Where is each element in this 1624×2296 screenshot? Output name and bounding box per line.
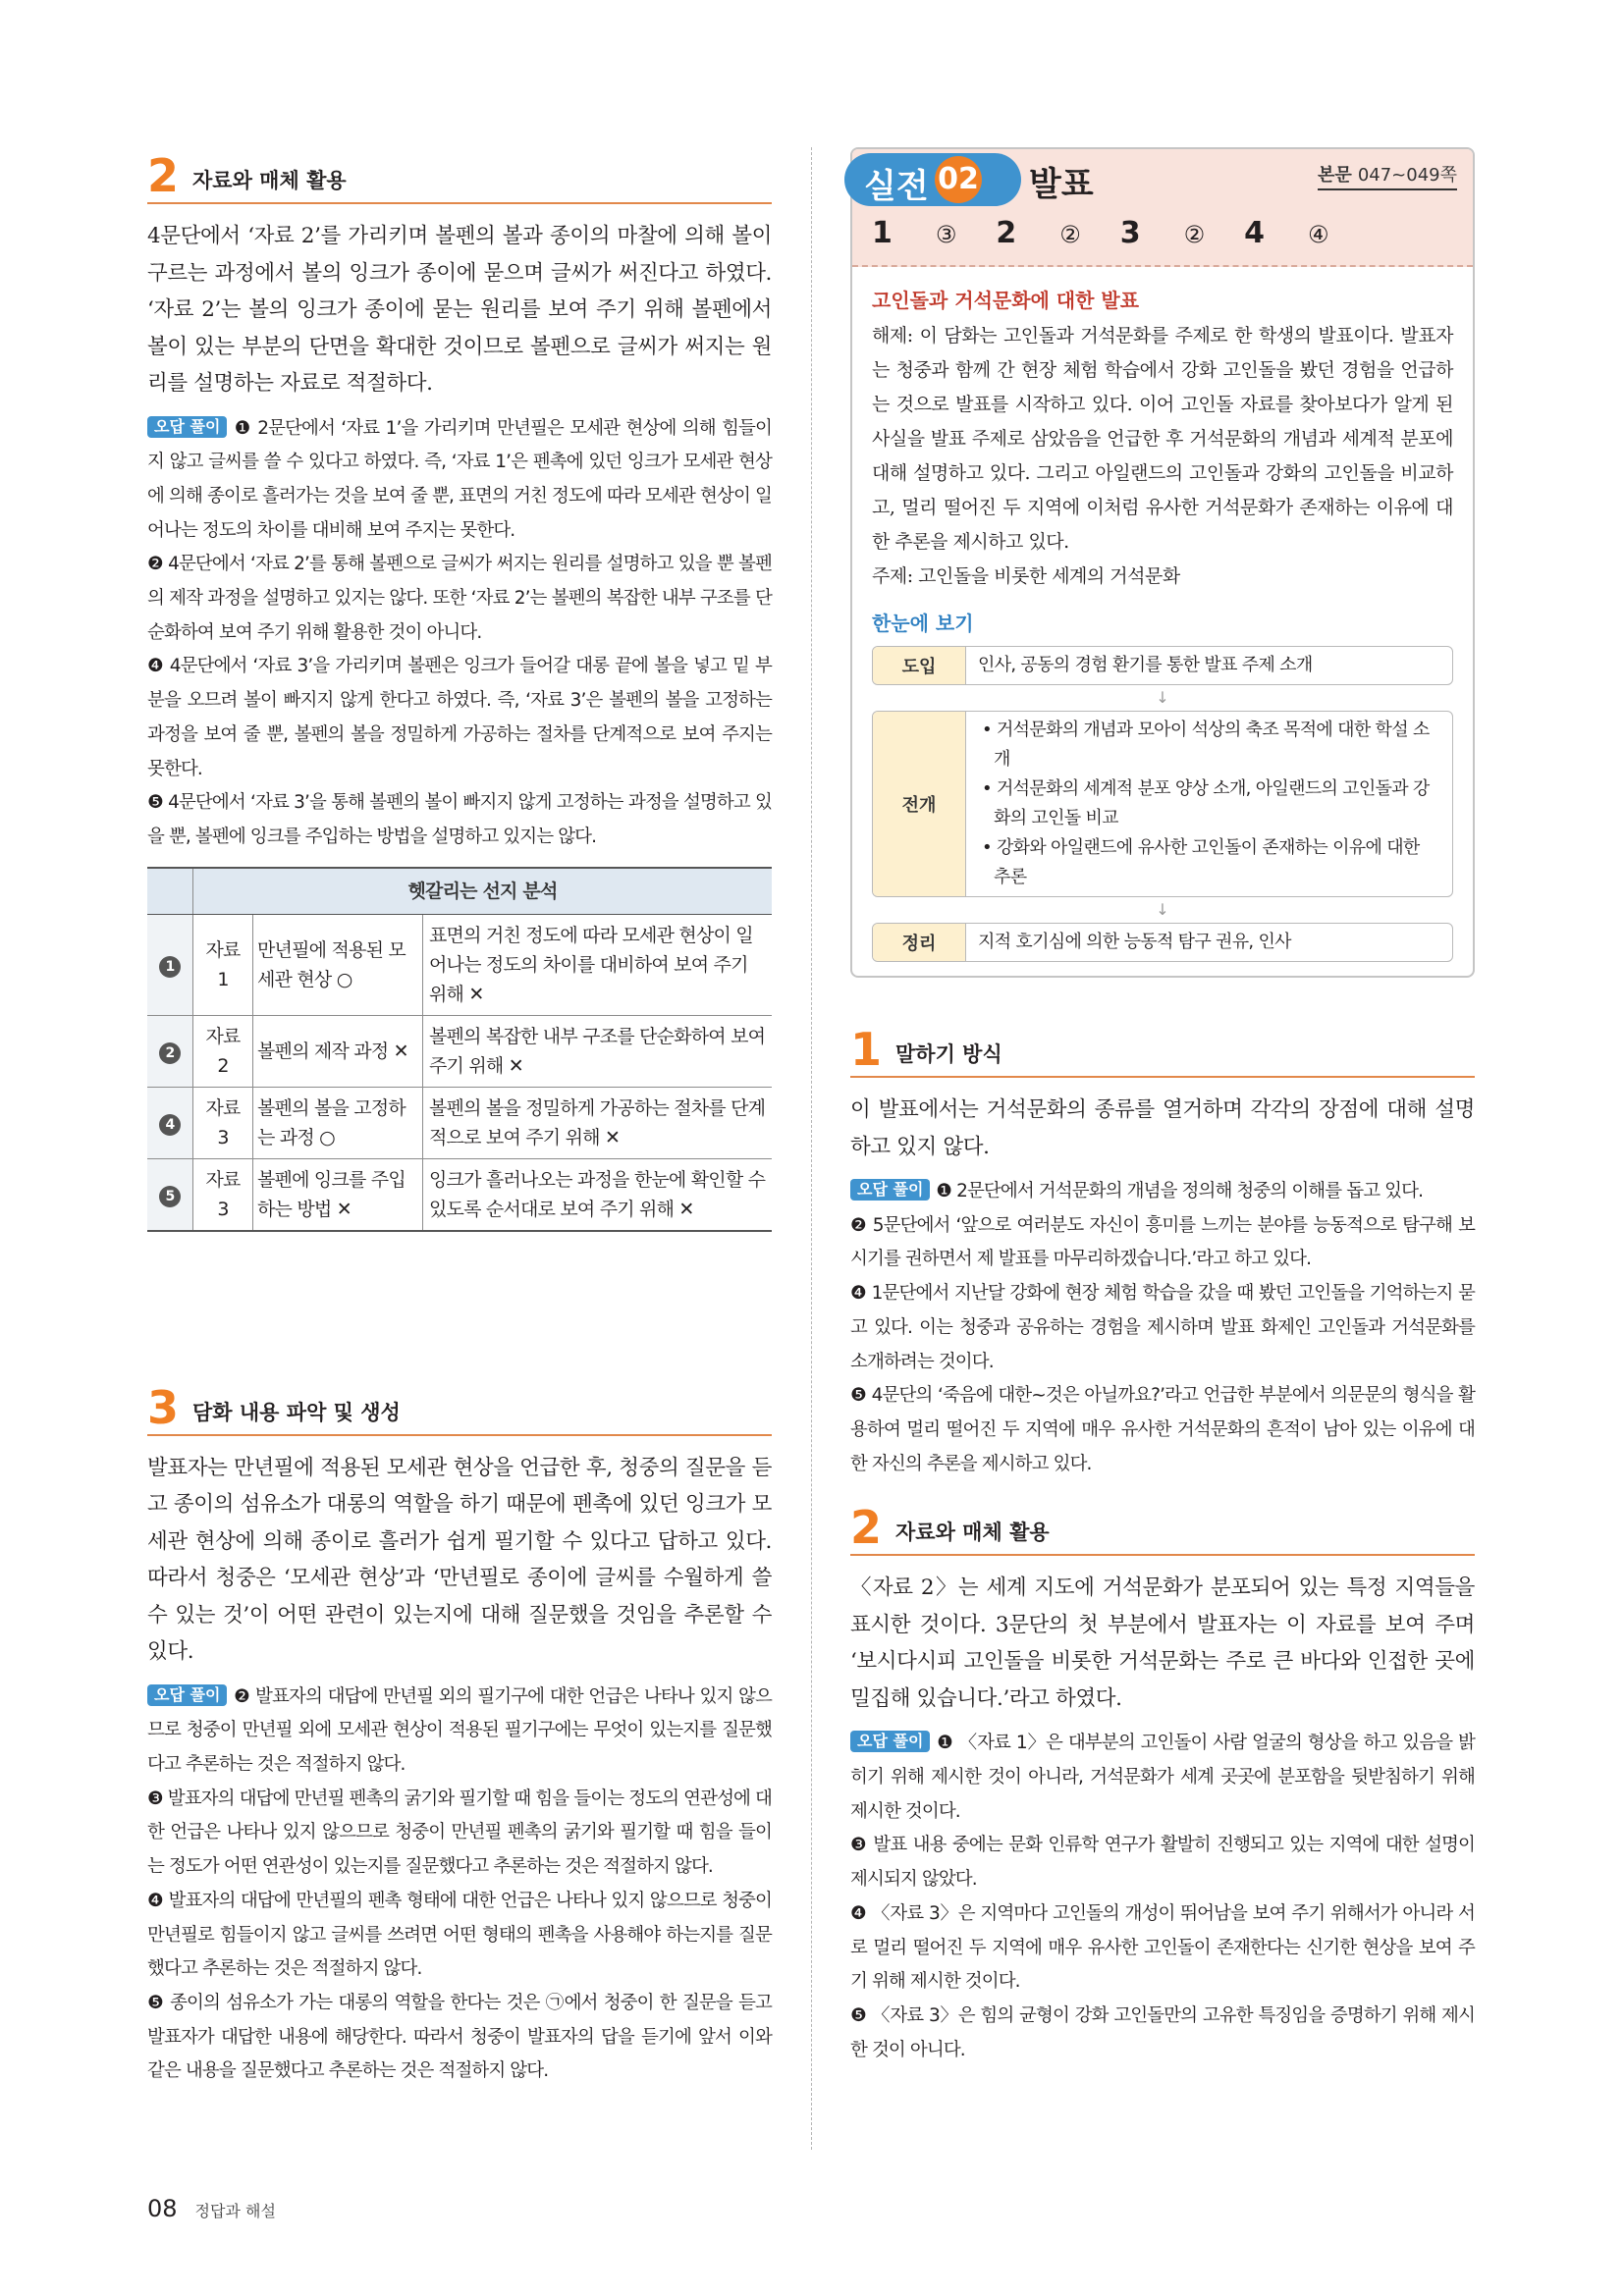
section-title: 자료와 매체 활용	[895, 1521, 1050, 1545]
practice-title: 발표	[1029, 165, 1094, 204]
section-number: 2	[147, 149, 180, 202]
explanation-paragraph: ❷ 5문단에서 ‘앞으로 여러분도 자신이 흥미를 느끼는 분야를 능동적으로 탐구해 보시기를 권하면서 제 발표를 마무리하겠습니다.’라고 하고 있다.	[850, 1214, 1475, 1270]
answer-key	[872, 216, 1369, 250]
explanation-paragraph: ❹ 4문단에서 ‘자료 3’을 가리키며 볼펜은 잉크가 들어갈 대롱 끝에 볼을 넣고 밑 부분을 오므려 볼이 빠지지 않게 한다고 하였다. 즉, ‘자료 3’은 볼펜의 볼을 고정하는 과정을 보여 줄 뿐, 볼펜의 볼을 정밀하게 가공하는 절차를 단계적으로 보여 주지는 못한다.	[147, 656, 772, 779]
spacer	[147, 1232, 772, 1379]
practice-header	[852, 149, 1473, 267]
content-cell: 볼펜에 잉크를 주입하는 방법 ✕	[253, 1158, 423, 1231]
choice-analysis-table	[147, 867, 772, 1232]
spacer	[850, 978, 1475, 1021]
explanation-text: ❶ 2문단에서 ‘자료 1’을 가리키며 만년필은 모세관 현상에 의해 힘들이지 않고 글씨를 쓸 수 있다고 하였다. 즉, ‘자료 1’은 펜촉에 있던 잉크가 모세관 현상에 의해 종이로 흘러가는 것을 보여 줄 뿐, 표면의 거친 정도에 따라 모세관 현상이 일어나는 정도의 차이를 대비해 보여 주지는 못한다.	[147, 417, 772, 541]
flow-item: • 거석문화의 세계적 분포 양상 소개, 아일랜드의 고인돌과 강화의 고인돌 비교	[982, 778, 1430, 828]
flow-step	[872, 923, 1453, 962]
purpose-cell: 표면의 거친 정도에 따라 모세관 현상이 일어나는 정도의 차이를 대비하여 보여 주기 위해 ✕	[423, 914, 773, 1015]
section-title: 담화 내용 파악 및 생성	[192, 1400, 401, 1424]
page-reference-label: 본문	[1318, 165, 1352, 186]
flow-item: • 거석문화의 개념과 모아이 석상의 축조 목적에 대한 학설 소개	[982, 720, 1430, 770]
section-body: 발표자는 만년필에 적용된 모세관 현상을 언급한 후, 청중의 질문을 듣고 종이의 섬유소가 대롱의 역할을 하기 때문에 펜촉에 있던 잉크가 모세관 현상에 의해 종이로 흘러가 쉽게 필기할 수 있다고 답하고 있다. 따라서 청중은 ‘모세관 현상’과 ‘만년필로 종이에 글씨를 수월하게 쓸 수 있는 것’이 어떤 관련이 있는지에 대해 질문했을 것임을 추론할 수 있다.	[147, 1455, 772, 1665]
section-number: 1	[850, 1023, 883, 1076]
spacer	[850, 1481, 1475, 1499]
flow-content	[966, 647, 1452, 684]
explanation-paragraph: ❺ 〈자료 3〉은 힘의 균형이 강화 고인돌만의 고유한 특징임을 증명하기 위해 제시한 것이 아니다.	[850, 2004, 1475, 2060]
section-heading	[850, 1499, 1475, 1556]
explanation-paragraph: ❹ 〈자료 3〉은 지역마다 고인돌의 개성이 뛰어남을 보여 주기 위해서가 아니라 서로 멀리 떨어진 두 지역에 매우 유사한 고인돌이 존재한다는 신기한 현상을 보여 주기 위해 제시한 것이다.	[850, 1902, 1475, 1993]
section-heading	[850, 1021, 1475, 1078]
passage-summary: 해제: 이 담화는 고인돌과 거석문화를 주제로 한 학생의 발표이다. 발표자는 청중과 함께 간 현장 체험 학습에서 강화 고인돌을 봤던 경험을 언급하는 것으로 발표를 시작하고 있다. 이어 고인돌 자료를 찾아보다가 알게 된 사실을 발표 주제로 삼았음을 언급한 후 거석문화의 개념과 세계적 분포에 대해 설명하고 있다. 그리고 아일랜드의 고인돌과 강화의 고인돌을 비교하고, 멀리 떨어진 두 지역에 이처럼 유사한 거석문화가 존재하는 이유에 대한 추론을 제시하고 있다.	[872, 325, 1453, 553]
section-body: 4문단에서 ‘자료 2’를 가리키며 볼펜의 볼과 종이의 마찰에 의해 볼이 구르는 과정에서 볼의 잉크가 종이에 묻으며 글씨가 써진다고 하였다. ‘자료 2’는 볼의 잉크가 종이에 묻는 원리를 보여 주기 위해 볼펜에서 볼이 있는 부분의 단면을 확대한 것이므로 볼펜으로 글씨가 써지는 원리를 설명하는 자료로 적절하다.	[147, 224, 772, 396]
passage-heading: 고인돌과 거석문화에 대한 발표	[872, 289, 1140, 312]
flow-item: 인사, 공동의 경험 환기를 통한 발표 주제 소개	[978, 655, 1313, 675]
content-cell: 만년필에 적용된 모세관 현상 ○	[253, 914, 423, 1015]
structure-flow	[872, 646, 1453, 962]
choice-number: 4	[147, 1087, 193, 1158]
flow-label: 전개	[873, 712, 966, 896]
flow-step	[872, 711, 1453, 897]
explanation-paragraph: ❺ 4문단에서 ‘자료 3’을 통해 볼펜의 볼이 빠지지 않게 고정하는 과정을 설명하고 있을 뿐, 볼펜에 잉크를 주입하는 방법을 설명하고 있지는 않다.	[147, 792, 772, 847]
wrong-answer-badge: 오답 풀이	[850, 1731, 930, 1752]
explanation-paragraph: ❺ 4문단의 ‘죽음에 대한~것은 아닐까요?’라고 언급한 부분에서 의문문의 형식을 활용하여 멀리 떨어진 두 지역에 매우 유사한 거석문화의 흔적이 남아 있는 이유에 대한 자신의 추론을 제시하고 있다.	[850, 1385, 1475, 1474]
purpose-cell: 볼펜의 복잡한 내부 구조를 단순화하여 보여 주기 위해 ✕	[423, 1015, 773, 1087]
content-cell: 볼펜의 볼을 고정하는 과정 ○	[253, 1087, 423, 1158]
explanation-paragraph: ❸ 발표자의 대답에 만년필 펜촉의 굵기와 필기할 때 힘을 들이는 정도의 연관성에 대한 언급은 나타나 있지 않으므로 청중이 만년필 펜촉의 굵기와 필기할 때 힘을 들이는 정도가 어떤 연관성이 있는지를 질문했다고 추론하는 것은 적절하지 않다.	[147, 1788, 772, 1878]
content-cell: 볼펜의 제작 과정 ✕	[253, 1015, 423, 1087]
explanation-paragraph: ❹ 발표자의 대답에 만년필의 펜촉 형태에 대한 언급은 나타나 있지 않으므로 청중이 만년필로 힘들이지 않고 글씨를 쓰려면 어떤 형태의 펜촉을 사용해야 하는지를 질문했다고 추론하는 것은 적절하지 않다.	[147, 1890, 772, 1980]
page-reference	[1318, 161, 1457, 190]
down-arrow-icon: ↓	[1156, 900, 1169, 919]
table-header: 헷갈리는 선지 분석	[193, 868, 773, 915]
source-cell: 자료 2	[193, 1015, 253, 1087]
source-cell: 자료 3	[193, 1158, 253, 1231]
explanation-paragraph: ❺ 종이의 섬유소가 가는 대롱의 역할을 한다는 것은 ㉠에서 청중이 한 질문을 듣고 발표자가 대답한 내용에 해당한다. 따라서 청중이 발표자의 답을 듣기에 앞서 이와 같은 내용을 질문했다고 추론하는 것은 적절하지 않다.	[147, 1992, 772, 2082]
source-cell: 자료 3	[193, 1087, 253, 1158]
practice-box	[850, 147, 1475, 978]
book-title: 정답과 해설	[194, 2202, 276, 2220]
section-body: 〈자료 2〉는 세계 지도에 거석문화가 분포되어 있는 특정 지역들을 표시한 것이다. 3문단의 첫 부분에서 발표자는 이 자료를 보여 주며 ‘보시다시피 고인돌을 비롯한 거석문화는 주로 큰 바다와 인접한 곳에 밀집해 있습니다.’라고 하였다.	[850, 1575, 1475, 1711]
section-heading	[147, 147, 772, 204]
section-body: 이 발표에서는 거석문화의 종류를 열거하며 각각의 장점에 대해 설명하고 있지 않다.	[850, 1097, 1475, 1159]
flow-item: • 강화와 아일랜드에 유사한 고인돌이 존재하는 이유에 대한 추론	[982, 837, 1420, 887]
purpose-cell: 잉크가 흘러나오는 과정을 한눈에 확인할 수 있도록 순서대로 보여 주기 위해 ✕	[423, 1158, 773, 1231]
column-divider	[811, 147, 812, 2150]
flow-content	[966, 712, 1452, 896]
choice-number: 2	[147, 1015, 193, 1087]
wrong-answer-badge: 오답 풀이	[850, 1179, 930, 1201]
practice-content	[852, 267, 1473, 976]
down-arrow-icon: ↓	[1156, 688, 1169, 707]
section-title: 자료와 매체 활용	[192, 169, 347, 192]
answer-item: 4 ④	[1244, 216, 1329, 250]
right-column	[850, 147, 1475, 2067]
explanation-paragraph	[850, 1727, 1475, 1829]
explanation-paragraph: ❹ 1문단에서 지난달 강화에 현장 체험 학습을 갔을 때 봤던 고인돌을 기억하는지 묻고 있다. 이는 청중과 공유하는 경험을 제시하며 발표 화제인 고인돌과 거석문화를 소개하려는 것이다.	[850, 1283, 1475, 1372]
table-row	[147, 1087, 772, 1158]
section-number: 3	[147, 1380, 180, 1434]
explanation-paragraph	[147, 412, 772, 549]
wrong-answer-badge: 오답 풀이	[147, 1684, 227, 1706]
wrong-answer-badge: 오답 풀이	[147, 416, 227, 438]
table-row	[147, 1015, 772, 1087]
page-number: 08	[147, 2195, 178, 2222]
table-row	[147, 1158, 772, 1231]
explanation-text: ❶ 2문단에서 거석문화의 개념을 정의해 청중의 이해를 돕고 있다.	[936, 1181, 1424, 1201]
page-range: 047~049쪽	[1357, 165, 1457, 186]
section-number: 2	[850, 1501, 883, 1555]
page-footer	[147, 2195, 276, 2222]
practice-tag	[844, 153, 1021, 206]
flow-content	[966, 924, 1452, 961]
explanation-paragraph	[850, 1175, 1475, 1209]
section-title: 말하기 방식	[895, 1042, 1002, 1066]
flow-step	[872, 646, 1453, 685]
choice-number: 1	[147, 914, 193, 1015]
flow-label: 도입	[873, 647, 966, 684]
practice-number: 02	[935, 156, 982, 203]
table-header-row	[147, 868, 772, 915]
answer-item: 2 ②	[996, 216, 1081, 250]
answer-item: 1 ③	[872, 216, 957, 250]
flow-item: 지적 호기심에 의한 능동적 탐구 권유, 인사	[978, 932, 1291, 952]
left-column	[147, 147, 772, 2089]
practice-label: 실전	[864, 167, 929, 206]
explanation-paragraph: ❷ 4문단에서 ‘자료 2’를 통해 볼펜으로 글씨가 써지는 원리를 설명하고 있을 뿐 볼펜의 제작 과정을 설명하고 있지는 않다. 또한 ‘자료 2’는 볼펜의 복잡한 내부 구조를 단순화하여 보여 주기 위해 활용한 것이 아니다.	[147, 554, 772, 643]
table-header-corner	[147, 868, 193, 915]
explanation-paragraph	[147, 1681, 772, 1783]
section-heading	[147, 1379, 772, 1436]
explanation-paragraph: ❸ 발표 내용 중에는 문화 인류학 연구가 활발히 진행되고 있는 지역에 대한 설명이 제시되지 않았다.	[850, 1835, 1475, 1891]
explanation-text: ❶ 〈자료 1〉은 대부분의 고인돌이 사람 얼굴의 형상을 하고 있음을 밝히기 위해 제시한 것이 아니라, 거석문화가 세계 곳곳에 분포함을 뒷받침하기 위해 제시한 것이다.	[850, 1733, 1475, 1822]
passage-theme: 주제: 고인돌을 비롯한 세계의 거석문화	[872, 565, 1180, 587]
purpose-cell: 볼펜의 볼을 정밀하게 가공하는 절차를 단계적으로 보여 주기 위해 ✕	[423, 1087, 773, 1158]
answer-item: 3 ②	[1119, 216, 1206, 250]
overview-heading: 한눈에 보기	[872, 612, 974, 635]
source-cell: 자료 1	[193, 914, 253, 1015]
flow-label: 정리	[873, 924, 966, 961]
choice-number: 5	[147, 1158, 193, 1231]
table-row	[147, 914, 772, 1015]
explanation-text: ❷ 발표자의 대답에 만년필 외의 필기구에 대한 언급은 나타나 있지 않으므로 청중이 만년필 외에 모세관 현상이 적용된 필기구에는 무엇이 있는지를 질문했다고 추론하는 것은 적절하지 않다.	[147, 1685, 772, 1776]
